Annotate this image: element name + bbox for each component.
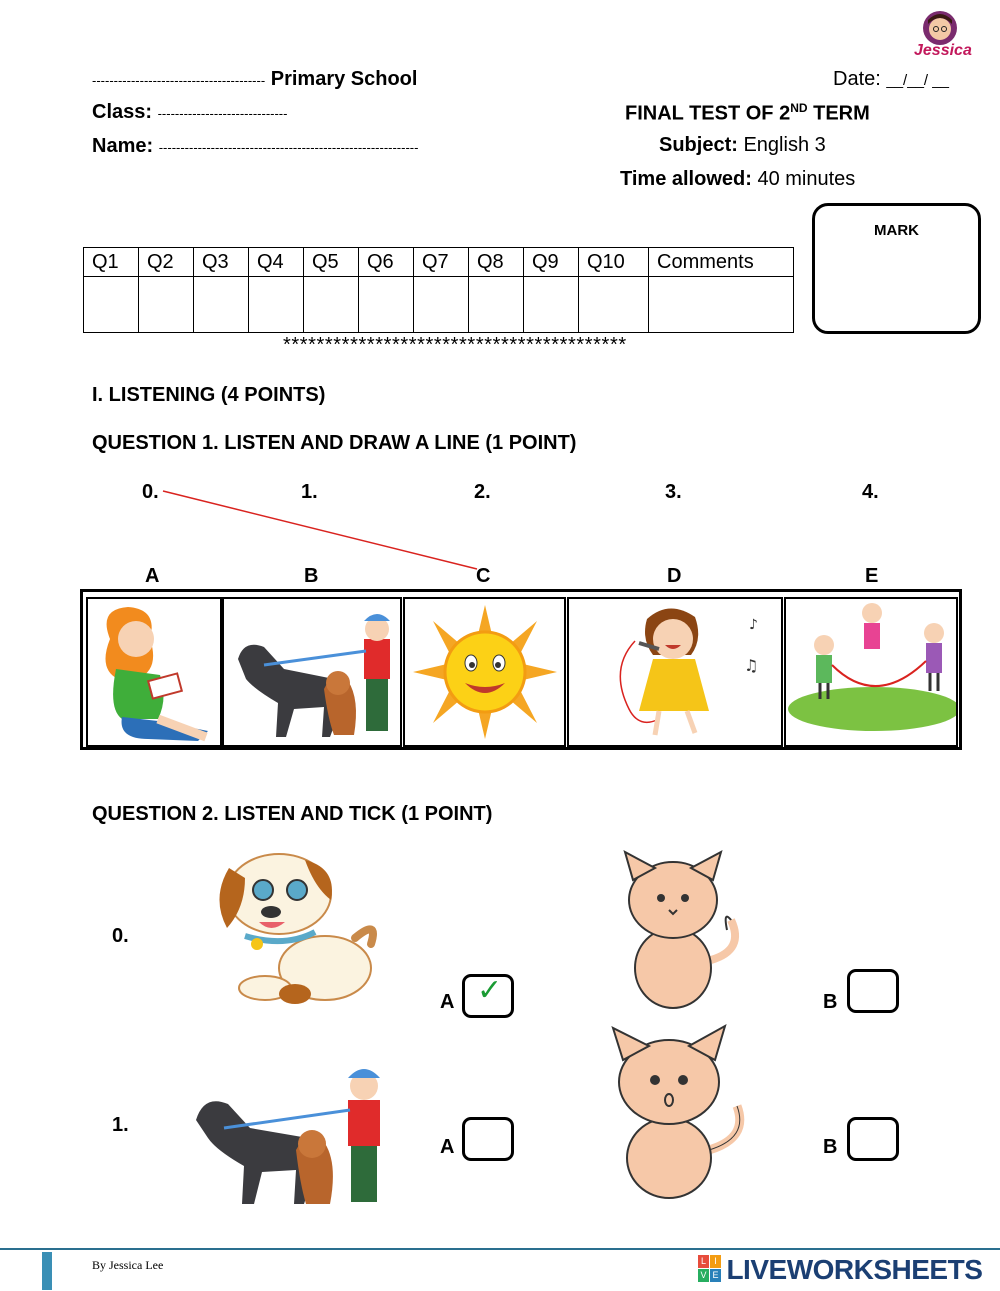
picture-boy-walking-dogs[interactable] bbox=[222, 597, 402, 747]
test-title-term: TERM bbox=[807, 102, 870, 125]
score-header-q7: Q7 bbox=[414, 248, 469, 277]
footer-side-bar bbox=[42, 1252, 52, 1290]
q2-row0-checkbox-b[interactable] bbox=[847, 969, 899, 1013]
class-blank[interactable]: ------------------------------ bbox=[157, 106, 288, 121]
score-header-q5: Q5 bbox=[304, 248, 359, 277]
q2-row1-checkbox-a[interactable] bbox=[462, 1117, 514, 1161]
svg-text:♪: ♪ bbox=[749, 617, 758, 633]
picture-smiling-sun[interactable] bbox=[403, 597, 566, 747]
time-label: Time allowed: bbox=[620, 168, 752, 190]
section-listening-title: I. LISTENING (4 POINTS) bbox=[92, 384, 326, 406]
picture-children-skipping-rope[interactable] bbox=[784, 597, 958, 747]
school-label: Primary School bbox=[270, 68, 418, 90]
date-blank[interactable]: __/__/ __ bbox=[886, 72, 949, 89]
picture-cat-row0 bbox=[615, 850, 745, 1015]
q1-number-2: 2. bbox=[474, 481, 491, 503]
question1-title: QUESTION 1. LISTEN AND DRAW A LINE (1 POINT) bbox=[92, 432, 577, 454]
q2-row1-checkbox-b[interactable] bbox=[847, 1117, 899, 1161]
score-header-q1: Q1 bbox=[84, 248, 139, 277]
name-label: Name: bbox=[92, 135, 154, 157]
school-blank[interactable]: ---------------------------------------- bbox=[92, 73, 266, 88]
q2-row1-option-b: B bbox=[823, 1136, 838, 1158]
score-header-q6: Q6 bbox=[359, 248, 414, 277]
picture-cat-row1 bbox=[605, 1020, 750, 1205]
picture-boy-walking-dogs-q2 bbox=[188, 1058, 403, 1213]
q2-row0-checkbox-a[interactable] bbox=[462, 974, 514, 1018]
picture-strip bbox=[80, 589, 962, 750]
test-title-sup: ND bbox=[790, 101, 808, 115]
q2-number-0: 0. bbox=[112, 925, 129, 947]
svg-text:♫: ♫ bbox=[744, 656, 759, 675]
name-blank[interactable]: ------------------------------------------------------------ bbox=[158, 140, 419, 155]
live-tiles bbox=[698, 1254, 722, 1282]
test-title-text: FINAL TEST OF 2 bbox=[625, 102, 791, 125]
q1-letter-e: E bbox=[865, 565, 879, 587]
q1-letter-c: C bbox=[476, 565, 491, 587]
question2-title: QUESTION 2. LISTEN AND TICK (1 POINT) bbox=[92, 803, 493, 825]
brand-text: LIVEWORKSHEETS bbox=[726, 1254, 983, 1285]
q2-row0-option-a: A bbox=[440, 991, 455, 1013]
score-header-comments: Comments bbox=[649, 248, 794, 277]
date-label: Date: bbox=[833, 68, 881, 90]
q1-number-0: 0. bbox=[142, 481, 159, 503]
q1-letter-a: A bbox=[145, 565, 160, 587]
footer-brand bbox=[698, 1254, 982, 1286]
footer-divider bbox=[0, 1248, 1000, 1250]
subject-label: Subject: bbox=[659, 134, 738, 156]
score-header-q9: Q9 bbox=[524, 248, 579, 277]
q1-letter-d: D bbox=[667, 565, 682, 587]
score-header-q10: Q10 bbox=[579, 248, 649, 277]
example-answer-line bbox=[0, 0, 1000, 600]
tile-i: I bbox=[710, 1255, 721, 1268]
q2-row1-option-a: A bbox=[440, 1136, 455, 1158]
q1-number-4: 4. bbox=[862, 481, 879, 503]
picture-girl-reading[interactable] bbox=[86, 597, 222, 747]
separator: ***************************************** bbox=[283, 334, 627, 356]
q1-number-1: 1. bbox=[301, 481, 318, 503]
footer-author: By Jessica Lee bbox=[92, 1258, 164, 1272]
logo-text: Jessica bbox=[914, 42, 972, 59]
tile-e: E bbox=[710, 1269, 721, 1282]
score-header-q3: Q3 bbox=[194, 248, 249, 277]
q1-number-3: 3. bbox=[665, 481, 682, 503]
picture-girl-singing[interactable] bbox=[567, 597, 783, 747]
q2-number-1: 1. bbox=[112, 1114, 129, 1136]
tile-l: L bbox=[698, 1255, 709, 1268]
q2-row0-option-b: B bbox=[823, 991, 838, 1013]
subject-value: English 3 bbox=[743, 134, 826, 156]
check-mark-icon: ✓ bbox=[477, 973, 503, 1008]
q1-letter-b: B bbox=[304, 565, 319, 587]
score-header-q8: Q8 bbox=[469, 248, 524, 277]
class-label: Class: bbox=[92, 101, 153, 123]
time-value: 40 minutes bbox=[757, 168, 856, 190]
picture-puppy bbox=[205, 848, 380, 1013]
mark-label: MARK bbox=[874, 222, 919, 239]
tile-v: V bbox=[698, 1269, 709, 1282]
score-header-q2: Q2 bbox=[139, 248, 194, 277]
score-header-q4: Q4 bbox=[249, 248, 304, 277]
